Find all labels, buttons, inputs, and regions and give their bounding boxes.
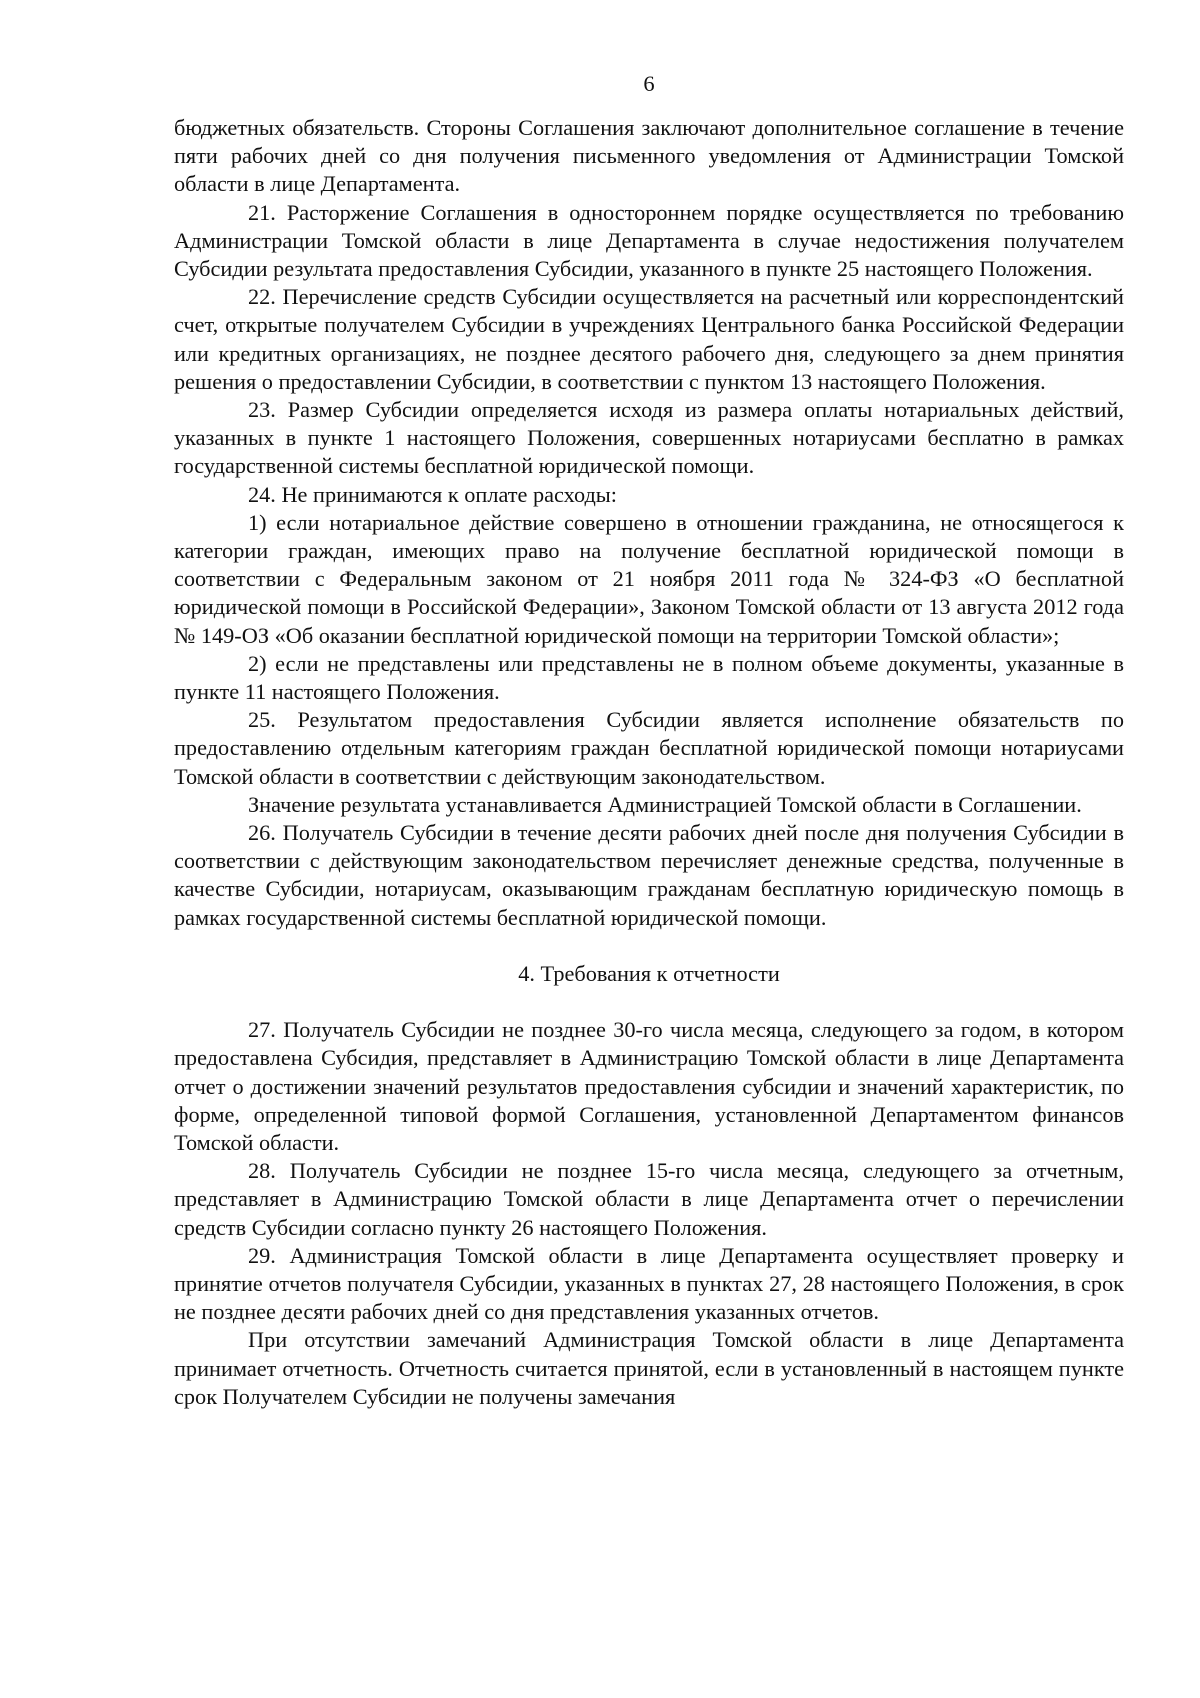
document-page (174, 0, 1124, 1698)
paragraph-24: 24. Не принимаются к оплате расходы: (248, 481, 617, 507)
page-number: 6 (643, 71, 655, 96)
paragraph-25-value: Значение результата устанавливается Администрацией Томской области в Соглашении. (248, 791, 1082, 817)
paragraph-23: 23. Размер Субсидии определяется исходя из размера оплаты нотариальных действий, указанных в пункте 1 настоящего Положения, совершенных нотариусами бесплатно в рамках государственной системы бесплатной юридической помощи. (174, 397, 1124, 479)
paragraph-29-acceptance: При отсутствии замечаний Администрация Томской области в лице Департамента принимает отчетность. Отчетность считается принятой, если в установленный в настоящем пункте срок Получателем Субсидии не получены замечания (174, 1327, 1124, 1409)
document-body (174, 114, 1124, 1411)
paragraph-25: 25. Результатом предоставления Субсидии является исполнение обязательств по предоставлению отдельным категориям граждан бесплатной юридической помощи нотариусами Томской области в соответствии с действующим законодательством. (174, 707, 1124, 789)
paragraph-22: 22. Перечисление средств Субсидии осуществляется на расчетный или корреспондентский счет, открытые получателем Субсидии в учреждениях Центрального банка Российской Федерации или кредитных организациях, не позднее десятого рабочего дня, следующего за днем принятия решения о предоставлении Субсидии, в соответствии с пунктом 13 настоящего Положения. (174, 284, 1124, 394)
paragraph-24-item-1: 1) если нотариальное действие совершено в отношении гражданина, не относящегося к категории граждан, имеющих право на получение бесплатной юридической помощи в соответствии с Федеральным законом от 21 ноября 2011 года № 324-ФЗ «О бесплатной юридической помощи в Российской Федерации», Законом Томской области от 13 августа 2012 года № 149-ОЗ «Об оказании бесплатной юридической помощи на территории Томской области»; (174, 509, 1124, 648)
paragraph-continuation: бюджетных обязательств. Стороны Соглашения заключают дополнительное соглашение в течение пяти рабочих дней со дня получения письменного уведомления от Администрации Томской области в лице Департамента. (174, 115, 1124, 197)
paragraph-29: 29. Администрация Томской области в лице Департамента осуществляет проверку и принятие отчетов получателя Субсидии, указанных в пунктах 27, 28 настоящего Положения, в срок не позднее десяти рабочих дней со дня представления указанных отчетов. (174, 1242, 1124, 1325)
paragraph-26: 26. Получатель Субсидии в течение десяти рабочих дней после дня получения Субсидии в соответствии с действующим законодательством перечисляет денежные средства, полученные в качестве Субсидии, нотариусам, оказывающим гражданам бесплатную юридическую помощь в рамках государственной системы бесплатной юридической помощи. (174, 820, 1124, 930)
paragraph-27: 27. Получатель Субсидии не позднее 30-го числа месяца, следующего за годом, в котором предоставлена Субсидия, представляет в Администрацию Томской области в лице Департамента отчет о достижении значений результатов предоставления субсидии и значений характеристик, по форме, определенной типовой формой Соглашения, установленной Департаментом финансов Томской области. (174, 1017, 1124, 1155)
paragraph-24-item-2: 2) если не представлены или представлены не в полном объеме документы, указанные в пункте 11 настоящего Положения. (174, 650, 1124, 705)
section-heading: 4. Требования к отчетности (518, 960, 780, 986)
paragraph-21: 21. Расторжение Соглашения в одностороннем порядке осуществляется по требованию Администрации Томской области в лице Департамента в случае недостижения получателем Субсидии результата предоставления Субсидии, указанного в пункте 25 настоящего Положения. (174, 199, 1124, 282)
paragraph-28: 28. Получатель Субсидии не позднее 15-го числа месяца, следующего за отчетным, представляет в Администрацию Томской области в лице Департамента отчет о перечислении средств Субсидии согласно пункту 26 настоящего Положения. (174, 1158, 1124, 1240)
